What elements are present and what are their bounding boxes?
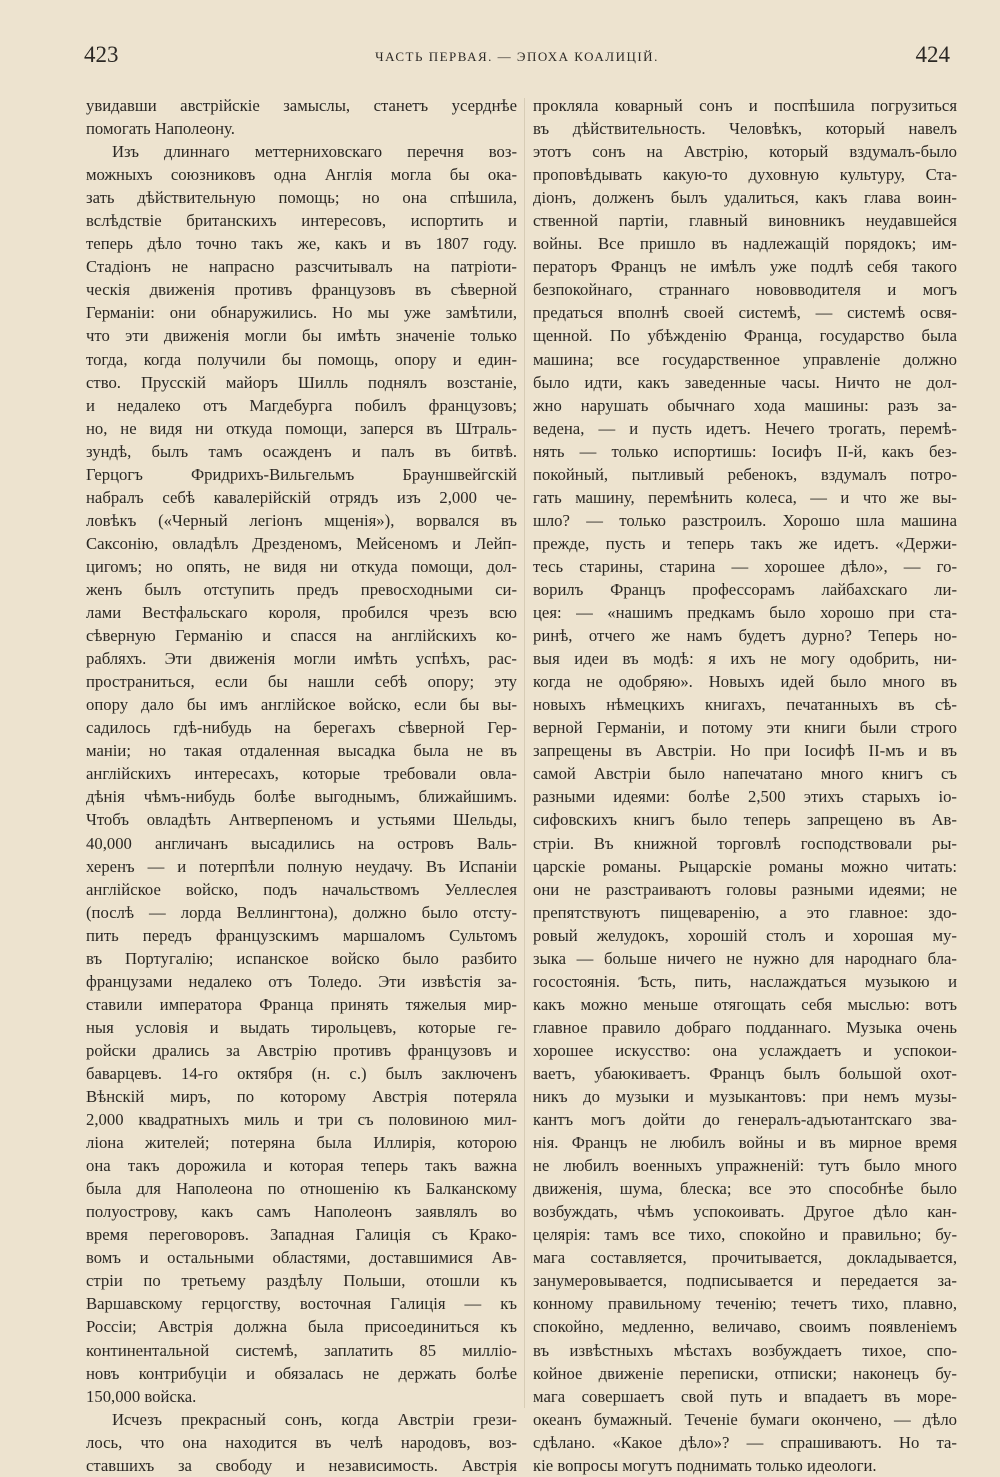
text-line: ператоръ Францъ не имѣлъ уже подлѣ себя такого <box>533 257 957 277</box>
text-line: Исчезъ прекрасный сонъ, когда Австріи грези- <box>112 1409 517 1429</box>
text-line: когда не одобряю». Новыхъ идей было много въ <box>533 672 957 692</box>
text-line: тогда, когда получили бы помощь, опору и един- <box>86 349 517 369</box>
text-line: полуострову, какъ самъ Наполеонъ заявлялъ во <box>86 1202 517 1222</box>
text-line: царскіе романы. Рыцарскіе романы можно читать: <box>533 856 957 876</box>
text-line: новыхъ нѣмецкихъ книгахъ, печатанныхъ въ сѣ- <box>533 695 957 715</box>
left-page-number: 423 <box>84 42 119 67</box>
text-line: занумеровывается, подписывается и передается за- <box>533 1271 957 1291</box>
text-line: баварцевъ. 14-го октября (н. с.) былъ заключенъ <box>86 1063 517 1083</box>
text-line: ставшихъ за свободу и независимость. Австрія <box>86 1455 517 1475</box>
text-line: французами недалеко отъ Толедо. Эти извѣстія за- <box>86 971 517 991</box>
text-line: целярія: тамъ все тихо, спокойно и правильно; бу- <box>533 1225 957 1245</box>
text-line: ставили императора Франца принять тяжелыя мир- <box>86 994 517 1014</box>
text-line: ныя условія и выдать тирольцевъ, которые ге- <box>86 1017 517 1037</box>
text-line: безпокойнаго, страннаго нововводителя и могъ <box>533 280 957 300</box>
text-line: что эти движенія могли бы имѣть значеніе только <box>86 326 517 346</box>
text-line: женъ былъ отступить предъ превосходными си- <box>86 579 517 599</box>
text-line: она такъ дорожила и которая теперь такъ важна <box>86 1156 517 1176</box>
text-line: ровый желудокъ, хорошій столъ и хорошая му- <box>533 925 957 945</box>
text-line: дѣнія чѣмъ-нибудь болѣе выгоднымъ, ближайшимъ. <box>86 787 517 807</box>
text-line: въ извѣстныхъ мѣстахъ возбуждаетъ тихое, спо- <box>533 1340 957 1360</box>
text-line: ваетъ, убаюкиваетъ. Францъ былъ большой охот- <box>533 1063 957 1083</box>
text-line: вслѣдствіе британскихъ интересовъ, испортить и <box>86 211 517 231</box>
text-line: садилось гдѣ-нибудь на берегахъ сѣверной Гер- <box>86 718 517 738</box>
text-line: ройски дрались за Австрію противъ французовъ и <box>86 1040 517 1060</box>
left-text-column <box>86 94 517 1477</box>
text-line: пространиться, если бы нашли себѣ опору; эту <box>86 672 517 692</box>
text-line: была для Наполеона по отношенію къ Балканскому <box>86 1179 517 1199</box>
text-line: Саксонію, овладѣлъ Дрезденомъ, Мейсеномъ и Лейп- <box>86 533 517 553</box>
text-line: какъ можно меньше отягощать себя мыслью: вотъ <box>533 994 957 1014</box>
text-line: въ дѣйствительность. Человѣкъ, который навелъ <box>533 119 957 139</box>
text-line: Чтобъ овладѣть Антверпеномъ и устьями Шельды, <box>86 810 517 830</box>
text-line: возбуждать, чѣмъ успокоивать. Другое дѣло кан- <box>533 1202 957 1222</box>
text-line: ческія движенія противъ французовъ въ сѣверной <box>86 280 517 300</box>
text-line: выя идеи въ модѣ: я ихъ не могу одобрить, ни- <box>533 649 957 669</box>
text-line: мага составляется, прочитывается, докладывается, <box>533 1248 957 1268</box>
text-line: набралъ себѣ кавалерійскій отрядъ изъ 2,000 че- <box>86 487 517 507</box>
text-line: Герцогъ Фридрихъ-Вильгельмъ Брауншвейгскій <box>86 464 517 484</box>
text-line: ліона жителей; потеряна была Иллирія, которою <box>86 1133 517 1153</box>
text-line: сдѣлано. «Какое дѣло»? — спрашиваютъ. Но та- <box>533 1432 957 1452</box>
text-line: предаться вполнѣ своей системѣ, — системѣ освя- <box>533 303 957 323</box>
text-line: самой Австріи было напечатано много книгъ съ <box>533 764 957 784</box>
text-line: тесь старины, старина — хорошее дѣло», — го- <box>533 556 957 576</box>
text-line: рабляхъ. Эти движенія могли имѣть успѣхъ, рас- <box>86 649 517 669</box>
text-line: войны. Все пришло въ надлежащій порядокъ; им- <box>533 234 957 254</box>
text-line: 150,000 войска. <box>86 1386 197 1406</box>
text-line: (послѣ — лорда Веллингтона), должно было отсту- <box>86 902 517 922</box>
text-line: океанъ бумажный. Теченіе бумаги окончено, — дѣло <box>533 1409 957 1429</box>
text-line: кіе вопросы могутъ поднимать только идеологи. <box>533 1455 877 1475</box>
text-line: 40,000 англичанъ высадились на островъ Валь- <box>86 833 517 853</box>
text-line: жно нарушать обычнаго хода машины: разъ за- <box>533 395 957 415</box>
text-line: херенъ — и потерпѣли полную неудачу. Въ Испаніи <box>86 856 517 876</box>
text-line: можныхъ союзниковъ одна Англія могла бы ока- <box>86 165 517 185</box>
text-line: верной Германіи, и потому эти книги были строго <box>533 718 957 738</box>
text-line: вомъ и остальными областями, доставшимися Ав- <box>86 1248 517 1268</box>
text-line: Стадіонъ не напрасно разсчитывалъ на патріоти- <box>86 257 517 277</box>
text-line: зыка — больше ничего не нужно для народнаго бла- <box>533 948 957 968</box>
text-line: англійскихъ интересахъ, которые требовали овла- <box>86 764 517 784</box>
text-line: движенія, шума, блеска; все это способнѣе было <box>533 1179 957 1199</box>
text-line: цея: — «нашимъ предкамъ было хорошо при ста- <box>533 603 957 623</box>
text-line: цигомъ; но опять, не видя ни откуда помощи, дол- <box>86 556 517 576</box>
text-line: теперь дѣло точно такъ же, какъ и въ 1807 году. <box>86 234 517 254</box>
text-line: ственной партіи, главный виновникъ неудавшейся <box>533 211 957 231</box>
text-line: и недалеко отъ Магдебурга побилъ французовъ; <box>86 395 517 415</box>
text-line: Варшавскому герцогству, восточная Галиція — къ <box>86 1294 517 1314</box>
text-line: проповѣдывать какую-то духовную культуру, Ста- <box>533 165 957 185</box>
text-line: лами Вестфальскаго короля, пробился чрезъ всю <box>86 603 517 623</box>
text-line: ведена, — и пусть идетъ. Нечего трогать, перемѣ- <box>533 418 957 438</box>
text-line: хорошее искусство: она услаждаетъ и успокои- <box>533 1040 957 1060</box>
text-line: не любилъ военныхъ упражненій: тутъ было много <box>533 1156 957 1176</box>
text-line: мага совершаетъ свой путь и впадаетъ въ море- <box>533 1386 957 1406</box>
text-line: препятствуютъ пищеваренію, а это главное: здо- <box>533 902 957 922</box>
text-line: ство. Прусскій майоръ Шилль поднялъ возстаніе, <box>86 372 517 392</box>
text-line: время переговоровъ. Западная Галиція съ Крако- <box>86 1225 517 1245</box>
text-line: въ Португалію; испанское войско было разбито <box>86 948 517 968</box>
text-line: увидавши австрійскіе замыслы, станетъ усерднѣе <box>86 96 517 115</box>
text-line: лось, что она находится въ челѣ народовъ, воз- <box>86 1432 517 1452</box>
column-divider <box>524 98 525 1408</box>
text-line: гать машину, перемѣнить колеса, — и что же вы- <box>533 487 957 507</box>
text-line: новъ контрибуціи и обязалась не держать болѣе <box>86 1363 517 1383</box>
text-line: нія. Францъ не любилъ войны и въ мирное время <box>533 1133 957 1153</box>
text-line: діонъ, долженъ былъ удалиться, какъ глава воин- <box>533 188 957 208</box>
text-line: конному правильному теченію; течетъ тихо, плавно, <box>533 1294 957 1314</box>
text-line: зать дѣйствительную помощь; но она спѣшила, <box>86 188 517 208</box>
text-line: ринѣ, отчего же намъ будетъ дурно? Теперь но- <box>533 626 957 646</box>
text-line: ловѣкъ («Черный легіонъ мщенія»), ворвался въ <box>86 510 517 530</box>
text-line: никъ до музыки и музыкантовъ: при немъ музы- <box>533 1087 957 1107</box>
text-line: койное движеніе переписки, отписки; наконецъ бу- <box>533 1363 957 1383</box>
text-line: прежде, пусть и теперь такъ же идетъ. «Держи- <box>533 533 957 553</box>
text-line: прокляла коварный сонъ и поспѣшила погрузиться <box>533 96 957 115</box>
text-line: кантъ могъ дойти до генералъ-адъютантскаго зва- <box>533 1110 957 1130</box>
text-line: Германіи: они обнаружились. Но мы уже замѣтили, <box>86 303 517 323</box>
right-page-number: 424 <box>915 42 950 67</box>
text-line: спокойно, медленно, величаво, своимъ появленіемъ <box>533 1317 957 1337</box>
text-line: госостоянія. Ѣсть, пить, наслаждаться музыкою и <box>533 971 957 991</box>
text-line: щенной. По убѣжденію Франца, государство была <box>533 326 957 346</box>
text-line: 2,000 квадратныхъ миль и три съ половиною мил- <box>86 1110 517 1130</box>
text-line: запрещены въ Австріи. Но при Іосифѣ II-мъ и въ <box>533 741 957 761</box>
right-text-column <box>533 94 957 1477</box>
text-line: нять — только испортишь: Іосифъ II-й, какъ без- <box>533 441 957 461</box>
text-line: они не разстраиваютъ головы разными идеями; не <box>533 879 957 899</box>
text-line: Изъ длиннаго меттерниховскаго перечня воз- <box>112 142 517 162</box>
text-line: главное правило добраго подданнаго. Музыка очень <box>533 1017 957 1037</box>
text-line: континентальной системѣ, заплатить 85 милліо- <box>86 1340 517 1360</box>
text-line: было идти, какъ заведенные часы. Ничто не дол- <box>533 372 957 392</box>
page-header <box>84 42 950 78</box>
text-line: стріи по третьему раздѣлу Польши, отошли къ <box>86 1271 517 1291</box>
text-line: но, не видя ни откуда помощи, заперся въ Штраль- <box>86 418 517 438</box>
text-line: англійское войско, подъ начальствомъ Уеллеслея <box>86 879 517 899</box>
text-line: шло? — только разстроилъ. Хорошо шла машина <box>533 510 957 530</box>
text-line: стріи. Въ книжной торговлѣ господствовали ры- <box>533 833 957 853</box>
text-line: маніи; но такая отдаленная высадка была не въ <box>86 741 517 761</box>
text-line: покойный, пытливый ребенокъ, вздумалъ потро- <box>533 464 957 484</box>
running-head: ЧАСТЬ ПЕРВАЯ. — ЭПОХА КОАЛИЦІЙ. <box>375 49 659 64</box>
text-line: Вѣнскій миръ, по которому Австрія потеряла <box>86 1087 517 1107</box>
text-line: помогать Наполеону. <box>86 119 235 139</box>
text-line: Россіи; Австрія должна была присоединиться къ <box>86 1317 517 1337</box>
text-line: опору дало бы имъ англійское войско, если бы вы- <box>86 695 517 715</box>
text-line: сифовскихъ книгъ было теперь запрещено въ Ав- <box>533 810 957 830</box>
text-line: пить передъ французскимъ маршаломъ Сультомъ <box>86 925 517 945</box>
text-line: сѣверную Германію и спасся на англійскихъ ко- <box>86 626 517 646</box>
text-line: ворилъ Францъ профессорамъ лайбахскаго ли- <box>533 579 957 599</box>
text-line: машина; все государственное управленіе должно <box>533 349 957 369</box>
text-line: разными идеями: болѣе 2,500 этихъ старыхъ іо- <box>533 787 957 807</box>
text-line: зундѣ, былъ тамъ осажденъ и палъ въ битвѣ. <box>86 441 517 461</box>
text-line: этотъ сонъ на Австрію, который вздумалъ-было <box>533 142 957 162</box>
